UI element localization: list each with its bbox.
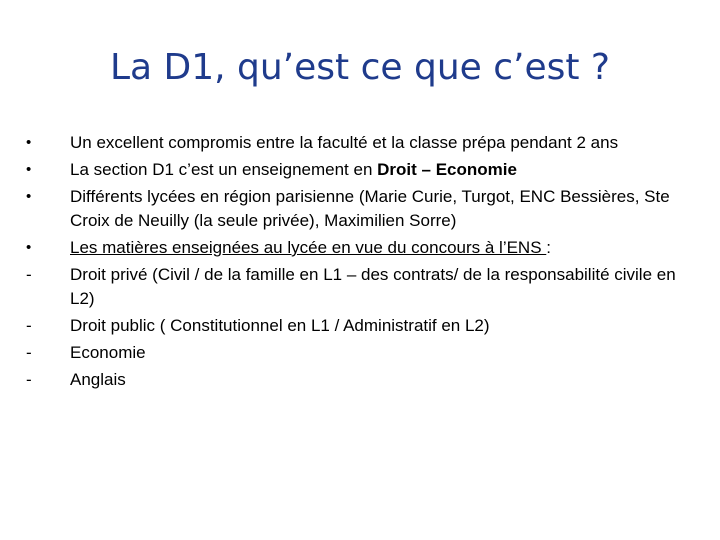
bullet-marker: • [26,239,32,256]
list-item-text: Différents lycées en région parisienne (Marie Curie, Turgot, ENC Bessières, Ste Croix de Neuilly (la seule privée), Maximilien Sorre) [70,187,670,230]
list-item-text: Un excellent compromis entre la faculté et la classe prépa pendant 2 ans [70,133,619,152]
list-item-text: Anglais [70,370,126,389]
list-item-text [70,236,696,260]
list-item [26,314,696,338]
list-item [26,185,696,233]
dash-marker: - [26,343,32,362]
list-item-text-underlined: Les matières enseignées au lycée en vue du concours à l’ENS [70,238,547,257]
list-item-text: Economie [70,343,146,362]
slide-title: La D1, qu’est ce que c’est ? [109,47,611,88]
list-item-text [70,158,696,182]
list-item-text: Droit public ( Constitutionnel en L1 / Administratif en L2) [70,316,490,335]
list-item-text: Droit privé (Civil / de la famille en L1 – des contrats/ de la responsabilité civile en L2) [70,265,676,308]
bullet-marker: • [26,134,32,151]
list-item [26,368,696,392]
list-item-text-bold: Droit – Economie [377,160,517,179]
list-item [26,131,696,155]
list-item [26,263,696,311]
content-list [26,131,696,395]
list-item-text-plain: La section D1 c’est un enseignement en [70,160,378,179]
dash-marker: - [26,370,32,389]
list-item [26,341,696,365]
list-item-text-after: : [546,238,552,257]
dash-marker: - [26,265,32,284]
bullet-marker: • [26,161,32,178]
bullet-marker: • [26,188,32,205]
dash-marker: - [26,316,32,335]
list-item [26,158,696,182]
list-item [26,236,696,260]
